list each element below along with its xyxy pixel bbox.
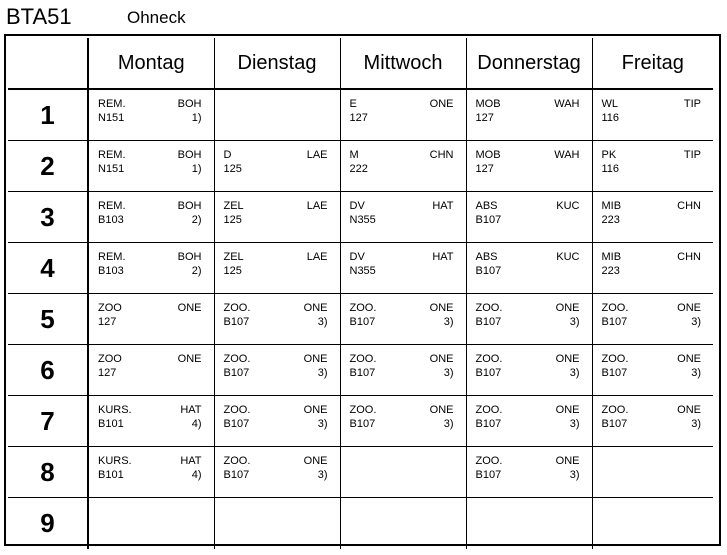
lesson-content <box>215 498 340 549</box>
lesson-cell-monday-3 <box>88 192 214 243</box>
lesson-room: B107 <box>475 316 502 328</box>
lesson-cell-wednesday-7 <box>340 396 466 447</box>
lesson-room: B107 <box>475 214 502 226</box>
lesson-subject: KURS. <box>98 455 132 467</box>
lesson-cell-friday-4 <box>592 243 713 294</box>
class-code: BTA51 <box>6 4 72 29</box>
lesson-note: 3) <box>317 418 328 430</box>
lesson-room: 125 <box>223 265 242 277</box>
lesson-teacher: LAE <box>306 251 328 263</box>
lesson-teacher: KUC <box>556 200 580 212</box>
lesson-room: N355 <box>349 265 376 277</box>
period-row-7 <box>8 396 713 447</box>
lesson-teacher: KUC <box>556 251 580 263</box>
lesson-cell-friday-6 <box>592 345 713 396</box>
lesson-cell-friday-8 <box>592 447 713 498</box>
lesson-teacher: BOH <box>177 98 202 110</box>
lesson-note: 3) <box>317 367 328 379</box>
lesson-content <box>593 192 714 242</box>
lesson-subject: DV <box>349 200 365 212</box>
lesson-note: 3) <box>569 367 580 379</box>
lesson-content <box>593 498 714 549</box>
lesson-teacher: LAE <box>306 200 328 212</box>
period-number: 7 <box>8 396 88 447</box>
period-number: 9 <box>8 498 88 550</box>
lesson-room: B103 <box>98 214 124 226</box>
lesson-content <box>593 447 714 497</box>
lesson-subject: ZOO. <box>475 353 503 365</box>
lesson-cell-monday-1 <box>88 89 214 141</box>
lesson-room: 223 <box>601 214 620 226</box>
lesson-note: 3) <box>691 367 701 379</box>
lesson-subject: ZOO <box>98 353 122 365</box>
lesson-subject: MOB <box>475 98 501 110</box>
lesson-teacher: ONE <box>429 404 454 416</box>
lesson-cell-friday-5 <box>592 294 713 345</box>
lesson-subject: REM. <box>98 149 126 161</box>
lesson-subject: D <box>223 149 232 161</box>
lesson-cell-monday-5 <box>88 294 214 345</box>
lesson-subject: PK <box>601 149 617 161</box>
lesson-subject: KURS. <box>98 404 132 416</box>
lesson-content <box>341 345 466 395</box>
period-number: 1 <box>8 89 88 141</box>
lesson-room: B107 <box>475 265 502 277</box>
lesson-cell-monday-8 <box>88 447 214 498</box>
lesson-teacher: ONE <box>429 302 454 314</box>
lesson-content <box>467 498 592 549</box>
lesson-subject: REM. <box>98 251 126 263</box>
lesson-content <box>467 192 592 242</box>
lesson-room: 127 <box>349 112 368 124</box>
lesson-content <box>89 90 214 140</box>
lesson-teacher: ONE <box>677 302 701 314</box>
lesson-teacher: ONE <box>429 353 454 365</box>
lesson-room: B107 <box>475 418 502 430</box>
lesson-content <box>89 294 214 344</box>
lesson-room: B107 <box>601 418 628 430</box>
lesson-room: B107 <box>223 469 250 481</box>
period-row-6 <box>8 345 713 396</box>
lesson-cell-monday-2 <box>88 141 214 192</box>
lesson-room: N151 <box>98 163 125 175</box>
lesson-subject: ZOO. <box>349 302 377 314</box>
period-row-2 <box>8 141 713 192</box>
lesson-teacher: CHN <box>677 200 701 212</box>
period-number: 6 <box>8 345 88 396</box>
lesson-subject: REM. <box>98 98 126 110</box>
lesson-room: B107 <box>475 367 502 379</box>
period-number: 2 <box>8 141 88 192</box>
lesson-subject: ZOO. <box>349 404 377 416</box>
lesson-subject: MIB <box>601 200 622 212</box>
lesson-subject: ABS <box>475 251 498 263</box>
lesson-cell-thursday-7 <box>466 396 592 447</box>
period-number: 3 <box>8 192 88 243</box>
lesson-teacher: LAE <box>306 149 328 161</box>
lesson-cell-tuesday-8 <box>214 447 340 498</box>
lesson-room: B107 <box>223 316 250 328</box>
lesson-cell-wednesday-6 <box>340 345 466 396</box>
lesson-note: 4) <box>191 469 202 481</box>
day-header-tuesday: Dienstag <box>214 38 340 89</box>
timetable-body <box>8 89 713 549</box>
lesson-content <box>467 141 592 191</box>
lesson-content <box>341 447 466 497</box>
teacher-name: Ohneck <box>127 8 186 27</box>
lesson-cell-thursday-5 <box>466 294 592 345</box>
lesson-subject: ABS <box>475 200 498 212</box>
lesson-cell-wednesday-1 <box>340 89 466 141</box>
lesson-teacher: HAT <box>180 404 202 416</box>
lesson-note: 3) <box>443 316 454 328</box>
lesson-note: 1) <box>191 163 202 175</box>
period-row-9 <box>8 498 713 550</box>
lesson-subject: ZOO. <box>223 455 251 467</box>
day-header-thursday: Donnerstag <box>466 38 592 89</box>
lesson-teacher: BOH <box>177 200 202 212</box>
lesson-cell-monday-9 <box>88 498 214 550</box>
lesson-room: B107 <box>349 418 376 430</box>
lesson-teacher: HAT <box>432 200 454 212</box>
lesson-subject: ZOO. <box>223 353 251 365</box>
lesson-content <box>593 345 714 395</box>
lesson-cell-wednesday-8 <box>340 447 466 498</box>
lesson-room: N151 <box>98 112 125 124</box>
lesson-content <box>215 243 340 293</box>
lesson-content <box>341 192 466 242</box>
lesson-cell-thursday-1 <box>466 89 592 141</box>
lesson-room: 127 <box>475 112 494 124</box>
lesson-note: 3) <box>569 469 580 481</box>
lesson-subject: ZOO <box>98 302 122 314</box>
lesson-room: B101 <box>98 418 124 430</box>
lesson-content <box>467 90 592 140</box>
lesson-room: B107 <box>223 367 250 379</box>
lesson-subject: ZOO. <box>475 455 503 467</box>
lesson-teacher: ONE <box>303 353 328 365</box>
lesson-teacher: ONE <box>555 353 580 365</box>
lesson-cell-tuesday-6 <box>214 345 340 396</box>
lesson-subject: ZEL <box>223 251 244 263</box>
lesson-content <box>467 345 592 395</box>
lesson-room: B107 <box>349 367 376 379</box>
period-row-4 <box>8 243 713 294</box>
lesson-teacher: TIP <box>683 149 701 161</box>
lesson-room: 116 <box>601 163 620 175</box>
lesson-teacher: ONE <box>677 353 701 365</box>
lesson-content <box>89 141 214 191</box>
lesson-subject: ZOO. <box>349 353 377 365</box>
lesson-note: 3) <box>443 418 454 430</box>
lesson-teacher: ONE <box>303 302 328 314</box>
lesson-content <box>89 498 214 549</box>
lesson-cell-thursday-9 <box>466 498 592 550</box>
lesson-subject: ZOO. <box>223 302 251 314</box>
lesson-content <box>89 243 214 293</box>
lesson-teacher: CHN <box>429 149 454 161</box>
lesson-room: B103 <box>98 265 124 277</box>
lesson-cell-tuesday-9 <box>214 498 340 550</box>
lesson-subject: ZEL <box>223 200 244 212</box>
lesson-content <box>215 90 340 140</box>
lesson-cell-tuesday-5 <box>214 294 340 345</box>
lesson-subject: DV <box>349 251 365 263</box>
lesson-cell-thursday-6 <box>466 345 592 396</box>
lesson-content <box>89 192 214 242</box>
lesson-room: 222 <box>349 163 368 175</box>
lesson-cell-tuesday-4 <box>214 243 340 294</box>
lesson-teacher: ONE <box>555 404 580 416</box>
day-header-wednesday: Mittwoch <box>340 38 466 89</box>
lesson-cell-thursday-3 <box>466 192 592 243</box>
lesson-teacher: ONE <box>429 98 454 110</box>
lesson-room: N355 <box>349 214 376 226</box>
lesson-content <box>215 192 340 242</box>
timetable-header <box>0 0 727 33</box>
lesson-content <box>341 90 466 140</box>
lesson-room: 223 <box>601 265 620 277</box>
lesson-subject: ZOO. <box>601 404 629 416</box>
lesson-content <box>341 141 466 191</box>
lesson-cell-wednesday-5 <box>340 294 466 345</box>
period-number: 8 <box>8 447 88 498</box>
period-row-8 <box>8 447 713 498</box>
lesson-teacher: ONE <box>555 455 580 467</box>
lesson-subject: ZOO. <box>475 302 503 314</box>
lesson-cell-monday-7 <box>88 396 214 447</box>
lesson-cell-wednesday-4 <box>340 243 466 294</box>
lesson-teacher: ONE <box>303 455 328 467</box>
lesson-subject: WL <box>601 98 618 110</box>
period-number: 5 <box>8 294 88 345</box>
day-header-row <box>8 38 713 89</box>
lesson-cell-monday-6 <box>88 345 214 396</box>
lesson-teacher: HAT <box>180 455 202 467</box>
lesson-cell-wednesday-2 <box>340 141 466 192</box>
lesson-note: 3) <box>569 316 580 328</box>
lesson-cell-tuesday-1 <box>214 89 340 141</box>
lesson-cell-friday-3 <box>592 192 713 243</box>
lesson-subject: MOB <box>475 149 501 161</box>
lesson-note: 3) <box>691 418 701 430</box>
lesson-cell-thursday-8 <box>466 447 592 498</box>
lesson-content <box>89 396 214 446</box>
period-row-1 <box>8 89 713 141</box>
lesson-room: 127 <box>98 316 117 328</box>
lesson-subject: MIB <box>601 251 622 263</box>
lesson-content <box>341 243 466 293</box>
lesson-room: B107 <box>601 316 628 328</box>
lesson-note: 1) <box>191 112 202 124</box>
lesson-content <box>593 396 714 446</box>
lesson-note: 2) <box>191 214 202 226</box>
lesson-content <box>467 396 592 446</box>
lesson-content <box>341 498 466 549</box>
lesson-teacher: WAH <box>554 98 580 110</box>
lesson-note: 3) <box>317 316 328 328</box>
lesson-content <box>593 243 714 293</box>
lesson-teacher: BOH <box>177 251 202 263</box>
period-number: 4 <box>8 243 88 294</box>
lesson-room: 125 <box>223 214 242 226</box>
lesson-teacher: TIP <box>683 98 701 110</box>
lesson-note: 2) <box>191 265 202 277</box>
lesson-teacher: HAT <box>432 251 454 263</box>
lesson-teacher: ONE <box>555 302 580 314</box>
lesson-cell-tuesday-3 <box>214 192 340 243</box>
lesson-teacher: CHN <box>677 251 701 263</box>
lesson-cell-monday-4 <box>88 243 214 294</box>
lesson-cell-tuesday-2 <box>214 141 340 192</box>
lesson-room: 125 <box>223 163 242 175</box>
lesson-room: B107 <box>223 418 250 430</box>
lesson-teacher: ONE <box>177 353 202 365</box>
lesson-note: 3) <box>317 469 328 481</box>
lesson-note: 4) <box>191 418 202 430</box>
lesson-cell-tuesday-7 <box>214 396 340 447</box>
lesson-subject: REM. <box>98 200 126 212</box>
lesson-room: B107 <box>349 316 376 328</box>
lesson-content <box>89 345 214 395</box>
lesson-cell-wednesday-9 <box>340 498 466 550</box>
lesson-room: 127 <box>475 163 494 175</box>
lesson-room: 127 <box>98 367 117 379</box>
lesson-content <box>215 294 340 344</box>
lesson-teacher: ONE <box>177 302 202 314</box>
lesson-note: 3) <box>569 418 580 430</box>
day-header-friday: Freitag <box>592 38 713 89</box>
lesson-room: B101 <box>98 469 124 481</box>
lesson-content <box>467 243 592 293</box>
lesson-content <box>593 141 714 191</box>
lesson-cell-thursday-2 <box>466 141 592 192</box>
lesson-subject: ZOO. <box>601 302 629 314</box>
lesson-content <box>215 396 340 446</box>
lesson-teacher: BOH <box>177 149 202 161</box>
lesson-teacher: WAH <box>554 149 580 161</box>
lesson-content <box>341 396 466 446</box>
lesson-cell-wednesday-3 <box>340 192 466 243</box>
timetable-grid <box>8 38 713 549</box>
period-row-5 <box>8 294 713 345</box>
lesson-content <box>215 447 340 497</box>
lesson-subject: ZOO. <box>601 353 629 365</box>
lesson-subject: E <box>349 98 357 110</box>
lesson-room: 116 <box>601 112 620 124</box>
lesson-room: B107 <box>475 469 502 481</box>
lesson-subject: M <box>349 149 359 161</box>
lesson-cell-thursday-4 <box>466 243 592 294</box>
lesson-content <box>89 447 214 497</box>
lesson-room: B107 <box>601 367 628 379</box>
lesson-content <box>467 294 592 344</box>
lesson-cell-friday-1 <box>592 89 713 141</box>
lesson-note: 3) <box>443 367 454 379</box>
lesson-content <box>341 294 466 344</box>
lesson-note: 3) <box>691 316 701 328</box>
corner-cell <box>8 38 88 89</box>
lesson-content <box>593 294 714 344</box>
lesson-cell-friday-9 <box>592 498 713 550</box>
lesson-content <box>467 447 592 497</box>
lesson-teacher: ONE <box>303 404 328 416</box>
lesson-subject: ZOO. <box>223 404 251 416</box>
lesson-content <box>215 141 340 191</box>
lesson-subject: ZOO. <box>475 404 503 416</box>
lesson-content <box>593 90 714 140</box>
day-header-monday: Montag <box>88 38 214 89</box>
lesson-teacher: ONE <box>677 404 701 416</box>
lesson-content <box>215 345 340 395</box>
period-row-3 <box>8 192 713 243</box>
lesson-cell-friday-2 <box>592 141 713 192</box>
lesson-cell-friday-7 <box>592 396 713 447</box>
